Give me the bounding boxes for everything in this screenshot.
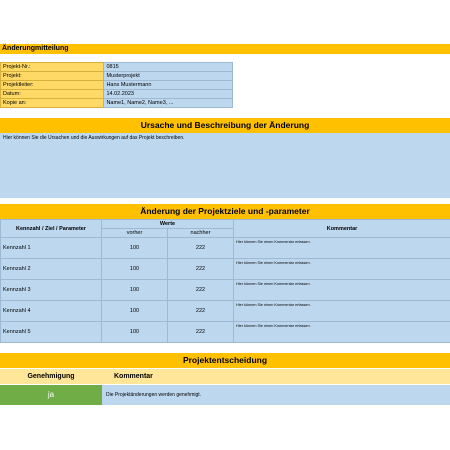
- info-label[interactable]: Kopie an:: [1, 99, 104, 108]
- info-label[interactable]: Datum:: [1, 90, 104, 99]
- params-heading: Änderung der Projektziele und -parameter: [0, 204, 450, 219]
- param-name-cell[interactable]: Kennzahl 2: [1, 259, 102, 280]
- value-after-cell[interactable]: 222: [168, 280, 234, 301]
- param-name-cell[interactable]: Kennzahl 4: [1, 301, 102, 322]
- value-before-cell[interactable]: 100: [102, 301, 168, 322]
- value-after-cell[interactable]: 222: [168, 238, 234, 259]
- cause-description-cell[interactable]: Hier können Sie die Ursachen und die Auswirkungen auf das Projekt beschreiben.: [0, 133, 450, 198]
- table-row: [1, 238, 450, 259]
- value-after-cell[interactable]: 222: [168, 322, 234, 343]
- value-after-cell[interactable]: 222: [168, 301, 234, 322]
- project-info-table: [0, 62, 233, 108]
- info-row: [1, 99, 233, 108]
- comment-cell[interactable]: Hier können Sie einen Kommentar erfassen.: [234, 301, 450, 322]
- value-before-cell[interactable]: 100: [102, 238, 168, 259]
- params-table: [0, 219, 450, 343]
- col-header-before[interactable]: vorher: [102, 229, 168, 238]
- col-header-decision-comment[interactable]: Kommentar: [102, 369, 450, 384]
- decision-comment-cell[interactable]: Die Projektänderungen werden genehmigt.: [102, 385, 450, 405]
- comment-cell[interactable]: Hier können Sie einen Kommentar erfassen.: [234, 322, 450, 343]
- info-label[interactable]: Projekt:: [1, 72, 104, 81]
- info-row: [1, 63, 233, 72]
- info-row: [1, 90, 233, 99]
- table-row: [1, 259, 450, 280]
- comment-cell[interactable]: Hier können Sie einen Kommentar erfassen.: [234, 238, 450, 259]
- table-row: [1, 322, 450, 343]
- decision-row: [0, 385, 450, 405]
- decision-heading: Projektentscheidung: [0, 353, 450, 368]
- info-value[interactable]: Musterprojekt: [104, 72, 233, 81]
- info-row: [1, 72, 233, 81]
- approval-status-cell[interactable]: ja: [0, 385, 102, 405]
- decision-header-row: [0, 369, 450, 384]
- col-header-approval[interactable]: Genehmigung: [0, 369, 102, 384]
- value-before-cell[interactable]: 100: [102, 322, 168, 343]
- info-value[interactable]: 14.02.2023: [104, 90, 233, 99]
- info-row: [1, 81, 233, 90]
- comment-cell[interactable]: Hier können Sie einen Kommentar erfassen.: [234, 280, 450, 301]
- info-value[interactable]: Name1, Name2, Name3, ...: [104, 99, 233, 108]
- table-row: [1, 280, 450, 301]
- param-name-cell[interactable]: Kennzahl 1: [1, 238, 102, 259]
- info-label[interactable]: Projekt-Nr.:: [1, 63, 104, 72]
- col-header-comment[interactable]: Kommentar: [234, 220, 450, 238]
- info-value[interactable]: 0815: [104, 63, 233, 72]
- info-label[interactable]: Projektleiter:: [1, 81, 104, 90]
- param-name-cell[interactable]: Kennzahl 3: [1, 280, 102, 301]
- value-before-cell[interactable]: 100: [102, 280, 168, 301]
- param-name-cell[interactable]: Kennzahl 5: [1, 322, 102, 343]
- col-header-parameter[interactable]: Kennzahl / Ziel / Parameter: [1, 220, 102, 238]
- value-after-cell[interactable]: 222: [168, 259, 234, 280]
- document-title: Änderungmitteilung: [0, 44, 450, 54]
- info-value[interactable]: Hans Mustermann: [104, 81, 233, 90]
- value-before-cell[interactable]: 100: [102, 259, 168, 280]
- col-header-after[interactable]: nachher: [168, 229, 234, 238]
- cause-heading: Ursache und Beschreibung der Änderung: [0, 118, 450, 133]
- table-row: [1, 301, 450, 322]
- comment-cell[interactable]: Hier können Sie einen Kommentar erfassen.: [234, 259, 450, 280]
- col-header-values[interactable]: Werte: [102, 220, 234, 229]
